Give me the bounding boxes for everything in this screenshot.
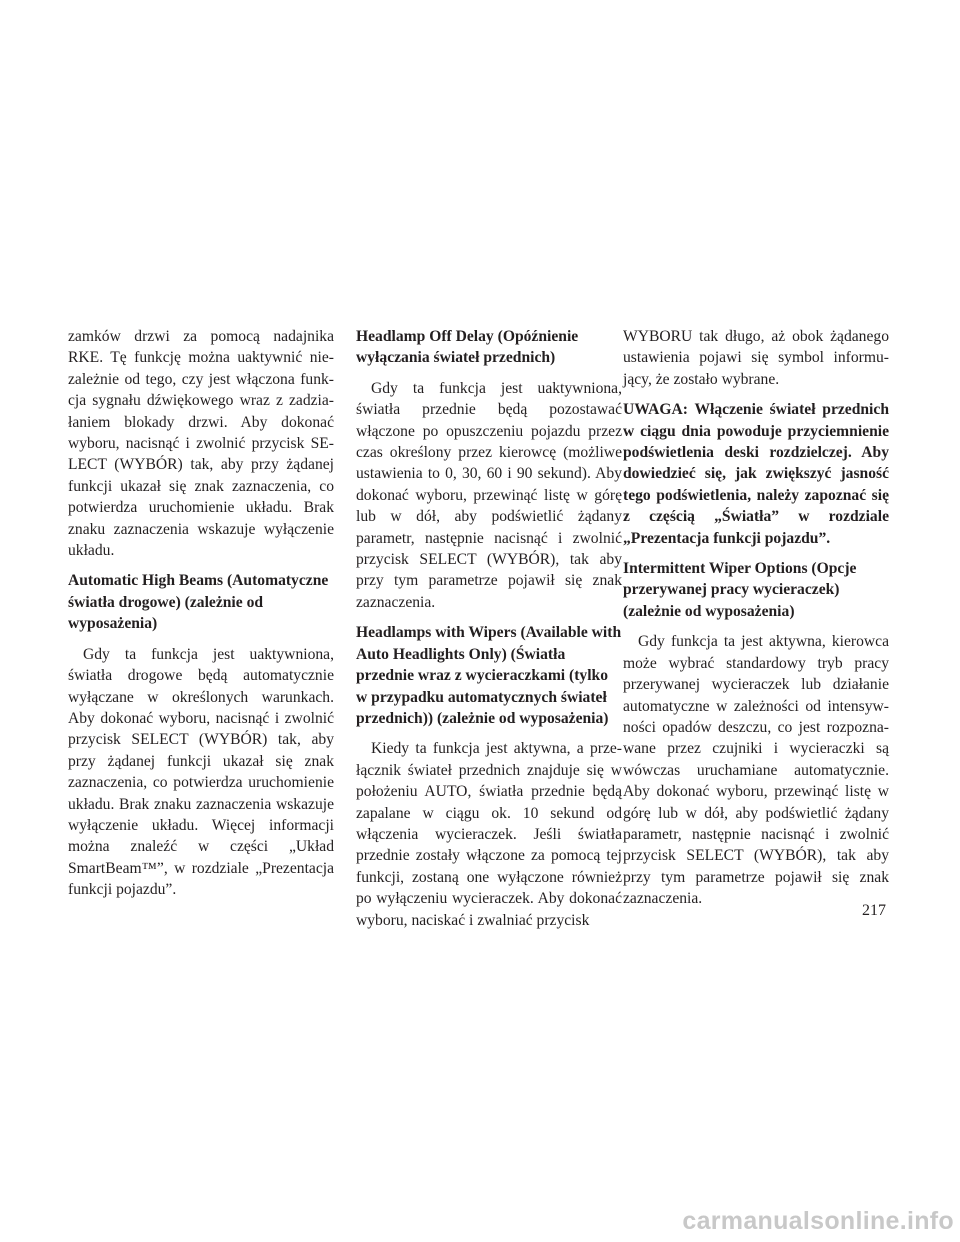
heading-automatic-high-beams: Automatic High Beams (Automatyczne światła drogowe) (zależnie od wyposażenia) [68, 572, 329, 633]
column-1 [68, 326, 334, 910]
watermark: carmanualsonline.info [682, 1207, 954, 1235]
page-number: 217 [862, 902, 886, 919]
continuation-paragraph: WYBORU tak długo, aż obok żądanego ustawienia pojawi się symbol informujący, że zostało wybrane. [623, 328, 889, 388]
intermittent-paragraph: Gdy funkcja ta jest aktywna, kierowca może wybrać standardowy tryb pracy przerywanej wycieraczek lub działanie automatyczne w zależności od intensywności opadów deszczu, co jest rozpoznawane przez czujniki i wycieraczki są wówczas uruchamiane automatycznie. Aby dokonać wyboru, przewinąć listę w górę lub w dół, aby podświetlić żądany parametr, następnie nacisnąć i zwolnić przycisk SELECT (WYBÓR), tak aby przy tym parametrze pojawił się znak zaznaczenia. [623, 633, 889, 908]
wipers-paragraph: Kiedy ta funkcja jest aktywna, a przełącznik świateł przednich znajduje się w położeniu AUTO, światła przednie będą zapalane w ciągu ok. 10 sekund od włączenia wycieraczek. Jeśli światła przednie zostały włączone za pomocą tej funkcji, zostaną one wyłączone również po wyłączeniu wycieraczek. Aby dokonać wyboru, naciskać i zwalniać przycisk [356, 740, 622, 929]
heading-headlamps-with-wipers: Headlamps with Wipers (Available with Auto Headlights Only) (Światła przednie wraz z wycieraczkami (tylko w przypadku automatycznych świateł przednich)) (zależnie od wyposażenia) [356, 624, 622, 727]
note-paragraph: UWAGA: Włączenie świateł przednich w ciągu dnia powoduje przyciemnienie podświetlenia deski rozdzielczej. Aby dowiedzieć się, jak zwiększyć jasność tego podświetlenia, należy zapoznać się z częścią „Światła” w rozdziale „Prezentacja funkcji pojazdu”. [623, 401, 889, 547]
heading-headlamp-off-delay: Headlamp Off Delay (Opóźnienie wyłączania świateł przednich) [356, 328, 579, 367]
off-delay-paragraph: Gdy ta funkcja jest uaktywniona, światła przednie będą pozostawać włączone po opuszczeniu pojazdu przez czas określony przez kierowcę (możliwe ustawienia to 0, 30, 60 i 90 sekund). Aby dokonać wyboru, przewinąć listę w górę lub w dół, aby podświetlić żądany parametr, następnie nacisnąć i zwolnić przycisk SELECT (WYBÓR), tak aby przy tym parametrze pojawił się znak zaznaczenia. [356, 379, 622, 611]
column-2 [356, 326, 622, 940]
high-beams-paragraph: Gdy ta funkcja jest uaktywniona, światła drogowe będą automatycznie wyłączane w określonych warunkach. Aby dokonać wyboru, nacisnąć i zwolnić przycisk SELECT (WYBÓR) tak, aby przy żądanej funkcji ukazał się znak zaznaczenia, co potwierdza uruchomienie układu. Brak znaku zaznaczenia wskazuje wyłączenie układu. Więcej informacji można znaleźć w części „Układ SmartBeam™”, w rozdziale „Prezentacja funkcji pojazdu”. [68, 645, 334, 899]
intro-paragraph: zamków drzwi za pomocą nadajnika RKE. Tę funkcję można uaktywnić niezależnie od tego, czy jest włączona funkcja sygnału dźwiękowego wraz z zadziałaniem blokady drzwi. Aby dokonać wyboru, nacisnąć i zwolnić przycisk SELECT (WYBÓR) tak, aby przy żądanej funkcji ukazał się znak zaznaczenia, co potwierdza uruchomienie układu. Brak znaku zaznaczenia wskazuje wyłączenie układu. [68, 328, 334, 560]
heading-intermittent-wiper-options: Intermittent Wiper Options (Opcje przerywanej pracy wycieraczek) (zależnie od wyposażenia) [623, 560, 857, 620]
column-3 [623, 326, 889, 919]
